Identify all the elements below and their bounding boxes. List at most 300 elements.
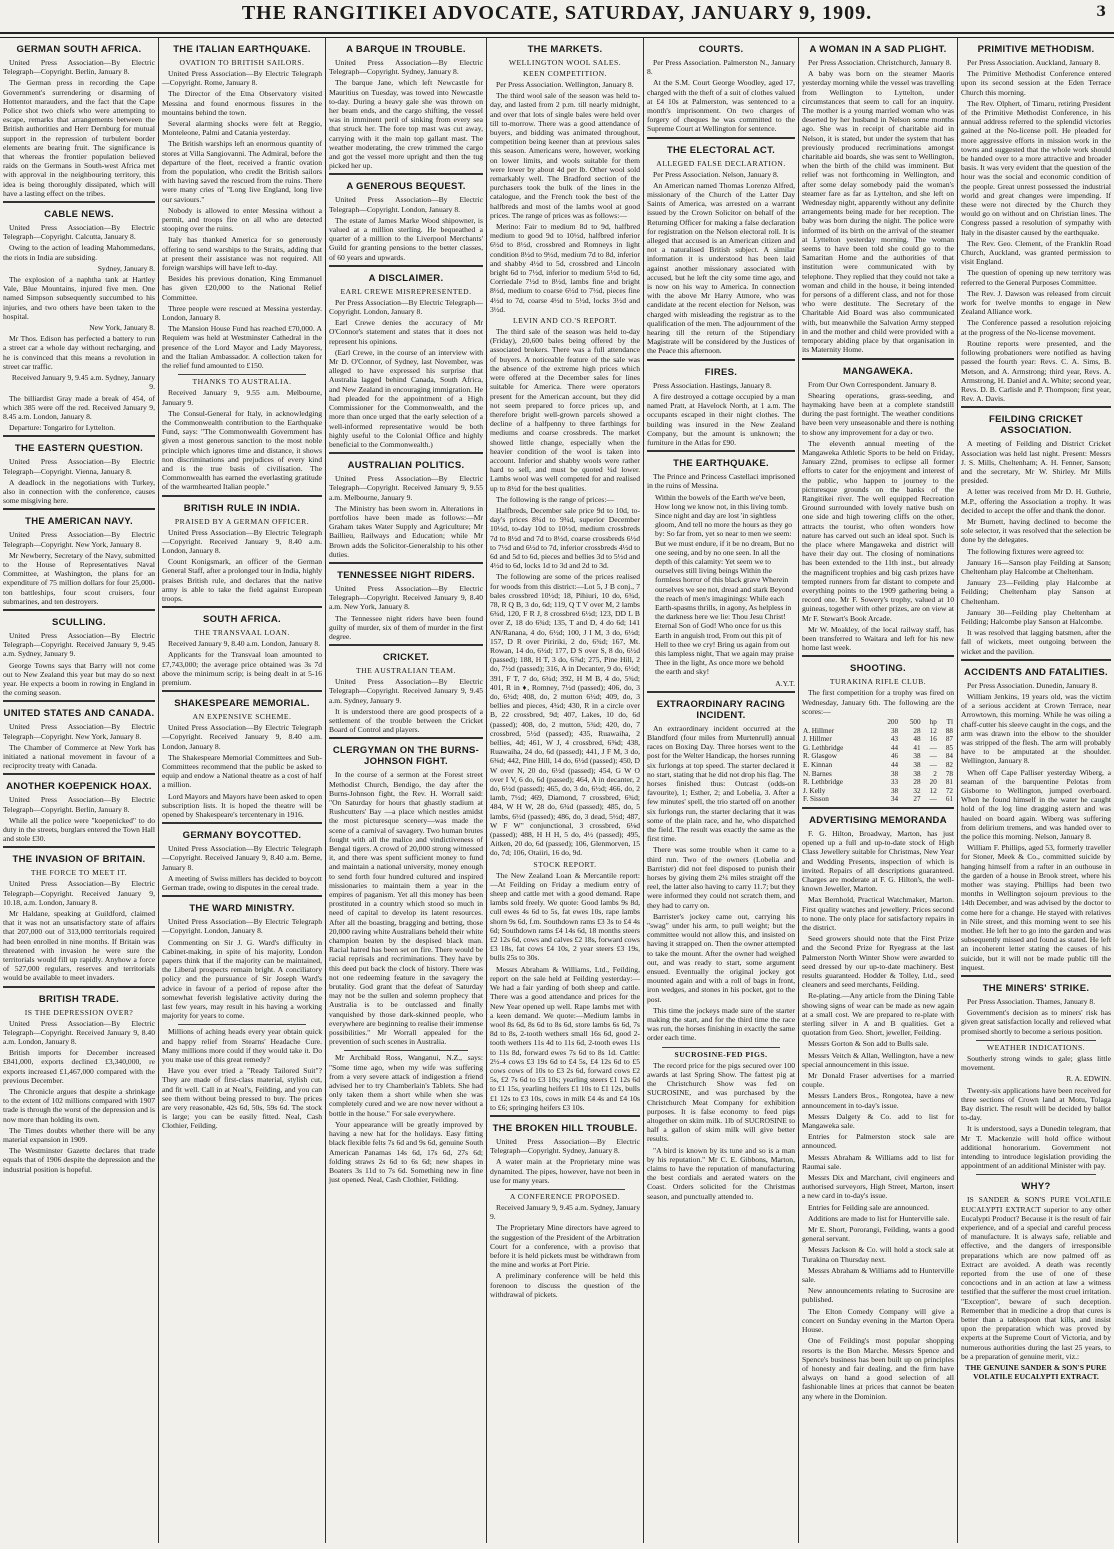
divider [178, 374, 306, 375]
divider [961, 975, 1111, 977]
advertisement: The Elton Comedy Company will give a concert on Sunday evening in the Marton Opera House. [802, 1306, 954, 1335]
dateline: United Press Association—By Electric Telegraph—Copyright. London, January 8. [329, 195, 483, 214]
column-6 [799, 38, 957, 1543]
table-header-cell [802, 718, 877, 727]
dateline: United Press Association—By Electric Telegraph—Copyright. Berlin, January 8. [3, 795, 155, 814]
table-row [802, 744, 954, 753]
dateline: Per Press Association. Dunedin, January 8. [967, 680, 1098, 690]
table-row [802, 778, 954, 787]
article-text: The following are some of the prices realised for woods from this district:—Lot 5, J B conj., 7 bales crossbred 10½d; 18, Pihiuri, 10 do, 6¾d, 78, R Q B, 3 do, 6d; 119, Q T V over M, 2 lambs 6¾d, 120, F R J, 8 crossbred 6½d; 123, DD L B over Z, 18 do 6¾d; 135, T and D, 4 do 6d; 141 AN/Ranana, 4 do, 6½d; 100, J I M, 3 do, 6½d; 157, D R over Piririki, 2 do, 6¾d; 167, Mt. Rowan, 14 do, 6½d; 177, D S over S, 8 do, 6½d (passed); 188, H T, 3 do, 6⅞d; 275, Pine Hill, 2 do, 7½d (passed); 316, A in Decanter, 9 do, 6½d; 391, F T, 7 do, 6¾d; 392, H M B, 4 do, 5¾d; 401, R in ♦, Romney, 7½d (passed); 406, do, 3 do, 6½d; 408, do, 2 mutton 6½d; 409, do, 3 bellies and pieces, 4¾d; 430, R in a circle over B, 22 crossbred, 9d; 407, Lakes, 10 do, 6d (passed); 408, do, 2 mutton, 5¾d; 420, do, 7 crossbred, 5½d (passed); 435, Ruawaiha, 2 bellies, 4d; 461, W J, 4 crossbred, 6⅜d; 438, Ruawaiha, 24 do, 6d (passed); 441, J F M, 3 do, 6⅜d; 442, Pine Hill, 14 do, 6½d (passed); 450, D W over N, 20 do, 6½d (passed); 454, G W O over I V, 6 do, 6d (passed); 464, A in decanter, 2 do, 6½d (passed); 465, do, 3 do, 6½d; 466, do, 2 lamb, 7½d; 469, Diamond, 7 crossbred, 6¾d; 484, W H W, 28 do, 6¾d (passed); 485, do, 5 lambs, 6½d (passed); 486, do, 3 dead, 5½d; 487, W F W" conjunctional, 3 crossbred, 6⅛d (passed); 488, H H H, 5 do, 4½ (passed); 495, Aitken, 20 do, 6d (passed); 106, Glenmorven, 15 do, 7d; 106, Otaiiri, 16 do, 9d. [490, 572, 640, 858]
table-cell: 81 [945, 778, 953, 787]
dateline: From Our Own Correspondent. January 8. [808, 379, 937, 389]
headline: THE EARTHQUAKE. [673, 458, 769, 470]
headline: SOUTH AFRICA. [203, 614, 281, 626]
article-text: Twenty-six applications have been received for three sections of Crown land at Motu, Tolaga Bay district. The result will be decided by ballot to-day. [961, 1085, 1111, 1123]
table-cell: 38 [913, 769, 921, 778]
divider [647, 450, 795, 452]
advertisement: Messrs Jackson & Co. will hold a stock sale at Turakina on Thursday next. [802, 1245, 954, 1264]
table-cell: 28 [913, 726, 921, 735]
headline: EXTRAORDINARY RACING INCIDENT. [656, 698, 786, 721]
advertisement: Entries for Feilding sale are announced. [808, 1202, 930, 1212]
divider [3, 201, 155, 203]
article-text: The Chronicle argues that despite a shrinkage to the extent of 102 millions compared with 1907 trade is through the worst of the depression and is now more than holding its own. [3, 1087, 155, 1124]
advertisement: Additions are made to list for Hunterville sale. [808, 1213, 950, 1223]
article-text: The Primitive Methodist Conference entered upon its second session at the Eden Terrace Church this morning. [961, 69, 1111, 97]
advertisement: F. G. Hilton, Broadway, Marton, has just opened up a full and up-to-date stock of High Class Jewellery suitable for Christmas, New Year and Wedding Presents, inspection of which is invited. Repairs of all descriptions guaranteed. Charges are moderate at F. G. Hilton's, the well-known Jeweller, Marton. [802, 828, 954, 894]
article-text: A deadlock in the negotiations with Turkey, also in connection with the conference, causes some misgiving here. [3, 477, 155, 506]
headline: GERMAN SOUTH AFRICA. [16, 44, 142, 55]
dateline: New York, January 8. [89, 323, 155, 333]
subheadline: TURAKINA RIFLE CLUB. [829, 677, 927, 687]
headline: FEILDING CRICKET ASSOCIATION. [989, 414, 1083, 437]
divider [976, 1040, 1096, 1041]
advertisement: Mr Archibald Ross, Wanganui, N.Z., says: "Some time ago, when my wife was suffering from a very severe attack of indigestion a friend advised her to try Chamberlain's Tablets. She had only taken them a short while when she was completely cured and we are now never without a bottle in the house." For sale everywhere. [329, 1053, 483, 1118]
subheadline: EARL CREWE MISREPRESENTED. [340, 286, 472, 296]
column-2 [159, 38, 325, 1543]
dateline: United Press Association—By Electric Telegraph—Copyright. Rome, January 8. [162, 69, 322, 88]
dateline: United Press Association—By Electric Telegraph—Copyright. Calcutta, January 8. [3, 223, 155, 242]
advertisement: Mr Donald Fraser advertises for a married couple. [802, 1071, 954, 1090]
advertisement: "A bird is known by its tune and so is a man by his reputation." Mr C. E. Gibbons, Marton, claims to have the reputation of manufacturing the best cordials and aerated waters on the Coast. Orders solicited for the Christmas season, and punctually attended to. [647, 1145, 795, 1201]
table-cell: R. Lethbridge [803, 778, 843, 787]
subheadline: STOCK REPORT. [533, 859, 597, 869]
dateline: United Press Association—By Electric Telegraph—Copyright. Received January 9, 10.18, a.m. London, January 8. [3, 879, 155, 907]
divider [162, 495, 322, 497]
masthead-title: THE RANGITIKEI ADVOCATE, SATURDAY, JANUARY 9, 1909. [241, 2, 873, 24]
dateline: United Press Association—By Electric Telegraph—Copyright. Received January 9, 9.55 a.m. Melbourne, January 9. [329, 474, 483, 502]
article-text: British imports for December increased £841,000, exports declined £3,340,000, re exports increased £1,467,000 compared with the previous December. [3, 1048, 155, 1085]
table-cell: — [929, 760, 937, 769]
article-text: The following is the range of prices:— [496, 494, 615, 504]
article-text: The Shakespeare Memorial Committees and Sub-Committees recommend that the public be asked to equip and endow a National theatre as a cost of half a million. [162, 752, 322, 790]
article-text: The billiardist Gray made a break of 454, of which 385 were off the red. Received January 9, 8.45 a.m. London, January 8. [3, 393, 155, 421]
table-header [802, 718, 954, 727]
headline: THE MARKETS. [527, 44, 603, 55]
divider [3, 435, 155, 437]
article-text: It is understood there are good prospects of a settlement of the trouble between the Cricket Board of Control and players. [329, 706, 483, 735]
article-text: When off Cape Palliser yesterday Wiberg, a seaman of the barquentine Pelotas from Gisborne to Wellington, jumped overboard. When he found himself in the water he caught hold of the log line dragging astern and was hauled on board again. Wiberg was suffering from delirium tremens, and was handed over to the police this morning. Nelson, January 8. [961, 767, 1111, 842]
dateline: United Press Association—By Electric Telegraph—Copyright. New York, January 8. [3, 722, 155, 741]
dateline: Received January 9, 9.55 a.m. Melbourne, January 9. [162, 388, 322, 407]
table-cell: 41 [913, 743, 921, 752]
article-text: Mr Haldane, speaking at Guildford, claimed that it was not an unsatisfactory state of affairs that 207,000 out of 313,000 territorials required had been enrolled in nine months. If Britain was threatened with invasion he were sure the territorials would fill up rapidly. Anyhow a force of 527,000 regulars, reserves and territorials would be available to meet invaders. [3, 909, 155, 983]
dateline: United Press Association—By Electric Telegraph—Copyright. Received January 9, 8.40 a.m. Berne, January 8. [162, 844, 322, 872]
article-text: While all the police were "koepenicked" to do duty in the streets, burglars entered the Town Hall and stole £30. [3, 815, 155, 844]
subheadline: SUCROSINE-FED PIGS. [674, 1049, 768, 1059]
headline: A WOMAN IN A SAD PLIGHT. [809, 44, 947, 55]
table-row [802, 727, 954, 736]
headline: AUSTRALIAN POLITICS. [347, 460, 465, 472]
table-cell: G. Lethbridge [803, 743, 844, 752]
article-text: Merino: Fair to medium 8d to 9d, halfbred medium to good 9d to 10½d, halfbred inferior 6½d to 8½d, crossbred and Romneys in light condition 8½d to 9½d, medium 7d to 8d, inferior and shabby 4½d to 5d, crossbred and Lincoln bright 6d to 7½d, inferior to medium 5½d to 6d, Corriedale 7½d to 8½d, lambs fine and bright 8½d, medium to coarse 6½d to 7½d, pieces fine 4½d to 7d, coarse 4½d to 5½d, locks 3½d and 3½d. [490, 222, 640, 314]
table-cell: 20 [929, 778, 937, 787]
headline: CABLE NEWS. [44, 209, 114, 221]
article-text: In the course of a sermon at the Forest street Methodist Church, Bendigo, the day after the Burns-Johnson fight, the Rev. H. Worrall said: "On Saturday for hours that ghastly stadium at Rushcutters' Bay —a place which nestles amidst the most picturesque scenery—was made the scene of a carnival of savagery. Two human brutes fought with all the malice and vindictiveness of Bengal tigers. A crowd of 20,000 strong witnessed it, and there was spent sufficient money to fund and maintain a national university, money enough to send forth four hundred cultured and inspired missionaries to maintain them a year in the empires of paganism. Yet all this money has been prostituted in a country which stood so much in need of capital to develop its latent resources. After all the boasting, bragging and betting, those 20,000 raving white Australians beheld their white champion beaten by the despised black man. Racial hatred has been set on fire. There would be racial reprisals and recriminations. They have by this deed put back the clock of history. There was not one redeeming feature in the savagery the brutality. God grant that the defeat of Saturday may not be the sullen and solemn prophecy that Australia is to be outclassed and finally vanquished by those dark-skinned people, who everywhere are beginning to realise their immense possibilities." Mr Worrall appealed for the prevention of such scenes in Australia. [329, 770, 483, 1047]
article-text: The Consul-General for Italy, in acknowledging the Commonwealth contribution to the Earthquake Fund, says: "The Commonwealth Government has given a most generous sanction to the most noble principle which ignores time and distance, it shows non discriminations and prejudices of every kind and is the true basis of civilisation. The Commonwealth has earned the everlasting gratitude of the warmhearted Italian people." [162, 408, 322, 492]
dateline: United Press Association—By Electric Telegraph—Copyright. Berlin, January 8. [3, 58, 155, 77]
advertisement: Re-plating.—Any article from the Dining Table showing signs of wear can be made as new again at a small cost. We are prepared to re-plate with sterling silver in A and B qualities. Get a quotation from Geo. Short, jeweller, Feilding. [802, 991, 954, 1038]
headline: THE ELECTORAL ACT. [666, 144, 776, 156]
article-text: George Towns says that Barry will not come out to New Zealand this year but may do so next year. He expects a boom in rowing in England in the coming season. [3, 660, 155, 698]
article-text: The question of opening up new territory was referred to the General Purposes Committee. [961, 268, 1111, 287]
column-5 [644, 38, 798, 1543]
table-cell: 32 [913, 786, 921, 795]
scores-table [802, 718, 954, 804]
article-text: The Proprietary Mine directors have agreed to the suggestion of the President of the Arbitration Court for a conference, with a proviso that before it is held pickets must be withdrawn from the mine and works at Port Pirie. [490, 1223, 640, 1270]
article-text: Commenting on Sir J. G. Ward's difficulty in Cabinet-making, in spite of his majority, London papers think that if the majority can be maintained, the Liberal prospects remain bright. A conciliatory policy and the pursuance of Sir Joseph Ward's advice in favour of a period of repose after the somewhat feverish legislative activity during the last few years, may result in his having a working majority for years to come. [162, 937, 322, 1021]
dateline: Sydney, January 8. [97, 263, 155, 273]
article-text: A meeting of Feilding and District Cricket Association was held last night. Present: Messrs J. S. Mills, Cheltenham; A. H. Fenner, Sanson; and the secretary, Mr W. Shirley. Mr Mills presided. [961, 439, 1111, 486]
table-cell: 72 [945, 786, 953, 795]
table-cell: 28 [913, 778, 921, 787]
table-row [802, 795, 954, 804]
headline: WHY? [1021, 1181, 1051, 1193]
divider [961, 406, 1111, 408]
dateline: Received January 9, 9.45 a.m. Sydney, January 9. [490, 1202, 640, 1222]
divider [662, 1047, 780, 1048]
subheadline: AN EXPENSIVE SCHEME. [192, 712, 292, 722]
dateline: Per Press Association. Auckland, January 8. [967, 58, 1101, 67]
article-text: Southerly strong winds to gale; glass little movement. [961, 1053, 1111, 1073]
table-row [802, 735, 954, 744]
dateline: United Press Association—By Electric Telegraph—Copyright. Received January 9, 8.40 a.m. New York, January 8. [329, 583, 483, 612]
dateline: United Press Association—By Electric Telegraph—Copyright. Received January 9, 9.45 a.m. Sydney, January 9. [3, 630, 155, 659]
divider [329, 265, 483, 267]
advertisement: Millions of aching heads every year obtain quick and happy relief from Stearns' Headache Cure. Many millions more could if they would take it. Do you make use of this great remedy? [162, 1027, 322, 1065]
subheadline: KEEN COMPETITION. [522, 69, 607, 78]
advertisement: IS SANDER & SON'S PURE VOLATILE EUCALYPTI EXTRACT superior to any other Eucalypti Product? Because it is the result of fair experience, and of a special and careful process of manufacture. It is always safe, reliable and effective, and the dangers of irresponsible preparations which are now palmed off as Extract are avoided. A death was recently reported from the use of one of these concoctions and in an action at law a witness testified that the sufferer the most cruel irritation. "Exception", beware of such deception. Remember that in medicine a drop that cures is better than a tablespoon that kills, and insist upon the preparation which was proved by experts at the Supreme Court of Victoria, and by numerous authorities during the last 25 years, to be a preparation of genuine merit, viz.: [961, 1195, 1111, 1361]
subheadline: THE FORCE TO MEET IT. [30, 868, 128, 878]
divider [178, 1024, 306, 1025]
dateline: Per Press Association. Nelson, January 8. [653, 169, 779, 179]
divider [647, 137, 795, 139]
headline: THE BROKEN HILL TROUBLE. [492, 1122, 638, 1134]
article-text: The Rev. J. Dawson was released from circuit work for twelve months to engage in New Zealand Alliance work. [961, 288, 1111, 317]
divider [162, 690, 322, 692]
headline: CRICKET. [382, 652, 430, 664]
advertisement: One of Feilding's most popular shopping resorts is the Bon Marche. Messrs Spence and Spence's business has been built up on principles of honesty and fair dealing, and the firm have always on hand a good selection of all fashionable lines at prices that cannot be beaten any where in the Dominion. [802, 1336, 954, 1401]
divider [647, 691, 795, 693]
table-cell: 82 [945, 760, 953, 769]
dateline: United Press Association—By Electric Telegraph—Copyright. London, January 8. [162, 917, 322, 936]
table-cell: 43 [890, 735, 899, 744]
advertisement: Entries for Palmerston stock sale are announced. [802, 1132, 954, 1151]
dateline: United Press Association—By Electric Telegraph—Copyright. Received January 9, 8.40 a.m. London, January 8. [3, 1018, 155, 1047]
article-text: The Rev. Geo. Clement, of the Franklin Road Church, Auckland, was granted permission to visit England. [961, 238, 1111, 267]
headline: A BARQUE IN TROUBLE. [346, 44, 466, 55]
headline: ACCIDENTS AND FATALITIES. [963, 666, 1109, 678]
table-cell: 16 [929, 735, 937, 744]
dateline: Per Press Association. Palmerston N., January 8. [647, 58, 795, 77]
advertisement: Max Bernhold, Practical Watchmaker, Marton. First quality watches and jewellery. Prices second to none. The only place for satisfactory repairs in the district. [802, 895, 954, 932]
dateline: United Press Association—By Electric Telegraph—Copyright. Received January 9, 8.40 a.m. London, January 8. [162, 723, 322, 751]
headline: ADVERTISING MEMORANDA [809, 814, 947, 826]
divider [3, 700, 155, 702]
table-cell: 48 [913, 735, 921, 744]
article-text: An extraordinary incident occurred at the Blandford (four miles from Murtenrull) annual races on Boxing Day. Three horses went to the post for the Welter Handicap, the horses running six furlongs at top speed. The starter declared it no start, stating that he did not drop his flag. The horses finished thus: Outcast (odds-on favourite), 1; Esther, 2; and Lobelia, 3. After a few minutes' spell, the trio started off on another six furlongs run, the starter declaring that it was some of the plain race, and he, who dispatched the field. The result was exactly the same as the first time. [647, 723, 795, 844]
headline: SCULLING. [52, 616, 106, 628]
article-text: The first competition for a trophy was fired on Wednesday, January 6th. The following are the scores:— [802, 688, 954, 716]
advertisement: Have you ever tried a "Ready Tailored Suit"? They are made of first-class material, stylish cut, and fit well. Call in at Neal's, Feilding, and you can see them without being pressed to buy. The prices are very reasonable, 42s 6d, 50s, 59s 6d. The stock is large; you can be easily fitted. Neal, Cash Clothier, Feilding. [162, 1066, 322, 1131]
table-cell: 61 [945, 795, 953, 804]
article-text: The explosion of a naphtha tank at Hartley Vale, Blue Mountains, injured five men. One named Simpson subsequently succumbed to his injuries, and two others have been taken to the hospital. [3, 275, 155, 321]
article-text: Government's decision as to miners' risk has given great satisfaction locally and relieved what promised shortly to become a serious position. [961, 1008, 1111, 1036]
dateline: Received January 9, 9.45 a.m. Sydney, January 9. [11, 373, 155, 392]
divider [802, 358, 954, 360]
table-cell: — [929, 795, 937, 804]
table-row [802, 752, 954, 761]
table-cell: 46 [890, 752, 899, 761]
divider [329, 644, 483, 646]
headline: SHAKESPEARE MEMORIAL. [174, 698, 310, 710]
article-text: Barrister's jockey came out, carrying his "swag" under his arm, to pull weight; but the committee would not allow this, and insisted on having it strapped on. Then the owner attempted to take the mount. After the owner had weighed out, and was ready to start, some argument ensued. Eventually the original jockey got mounted again and with a roll of bags in front, iron wedges, and stones in his pocket, got to the post. [647, 911, 795, 1004]
article-text: The Director of the Etna Observatory visited Messina and found enormous fissures in the mountains behind the town. [162, 89, 322, 117]
headline: TENNESSEE NIGHT RIDERS. [337, 569, 475, 581]
article-text: The Conference passed a resolution rejoicing at the progress of the No-license movement. [961, 318, 1111, 337]
article-text: Mr Thos. Edison has perfected a battery to run a street car a whole day without recharging, and he is convinced that this means a revolution in street car traffic. [3, 334, 155, 371]
headline: A DISCLAIMER. [368, 272, 444, 284]
column-4 [487, 38, 643, 1543]
advertisement: Messrs Dix and Marchant, civil engineers and authorised surveyors, High Street, Marton, insert a new card in to-day's issue. [802, 1173, 954, 1201]
poem-signature: A.Y.T. [775, 678, 795, 688]
article-text: A preliminary conference will be held this forenoon to discuss the question of the withdrawal of pickets. [490, 1271, 640, 1299]
dateline: United Press Association—By Electric Telegraph—Copyright. Received January 9, 8.40 a.m. London, January 8. [162, 527, 322, 555]
subheadline: PRAISED BY A GERMAN OFFICER. [174, 516, 310, 526]
table-cell: 88 [945, 726, 953, 735]
advertisement: Messrs Veitch & Allan, Wellington, have a new special announcement in this issue. [802, 1050, 954, 1069]
article-text: January 23—Feilding play Halcombe at Feilding; Cheltenham play Sanson at Cheltenham. [961, 578, 1111, 606]
dateline: Per Press Association—By Electric Telegraph—Copyright. London, January 8. [329, 297, 483, 317]
article-text: The Times doubts whether there will be any material expansion in 1909. [3, 1125, 155, 1145]
advertisement: New announcements relating to Sucrosine are published. [802, 1286, 954, 1305]
column-1 [0, 38, 158, 1543]
subheadline: ALLEGED FALSE DECLARATION. [656, 158, 786, 168]
article-text: William Jenkins, 19 years old, was the victim of a serious accident at Crown Terrace, near Arrowtown, this morning. While he was oiling a chaff-cutter his sleeve caught in the cogs, and the arm was drawn into the elbow to the shoulder was stripped of the flesh. The arm will probably have to be amputated at the shoulder. Wellington, January 8. [961, 691, 1111, 766]
article-text: January 30—Feilding play Cheltenham at Feilding; Halcombe play Sanson at Halcombe. [961, 607, 1111, 626]
headline: THE WARD MINISTRY. [189, 903, 295, 915]
table-row [802, 787, 954, 796]
table-cell: R. Glasgow [803, 752, 837, 761]
advertisement: Mr E. Short, Pororangi, Feilding, wants a good general servant. [802, 1225, 954, 1244]
headline: CLERGYMAN ON THE BURNS-JOHNSON FIGHT. [332, 745, 480, 768]
dateline: Press Association. Hastings, January 8. [653, 380, 772, 390]
article-text: The barque Jane, which left Newcastle for Mauritius on Tuesday, was towed into Newcastle to-day. During a heavy gale she was thrown on her beam ends, and the cargo shifting, the vessel was in imminent peril of sinking from every sea that struck her. The fore top mast was cut away, carrying with it the main top gallant mast. The weather moderating, the crew trimmed the cargo and got the vessel more upright and then the tug picked her up. [329, 78, 483, 171]
signature: R. A. EDWIN. [1066, 1074, 1111, 1084]
table-cell: J. Kelly [803, 786, 826, 795]
divider [3, 846, 155, 848]
table-header-cell: Tl [946, 718, 953, 726]
table-cell: F. Sisson [803, 795, 829, 804]
advertisement: Seed growers should note that the First Prize and the Second Prize for Ryegrass at the last Palmerston North Winter Show were awarded to seed dressed by our up-to-date machinery. Best results guaranteed. Hodder & Tolley, Ltd., seed cleaners and seed merchants, Feilding. [802, 934, 954, 990]
article-text: It is understood, says a Dunedin telegram, that Mr T. Mackenzie will hold office without additional honorarium. Government not intending to introduce legislation providing the appointment of an additional Minister with pay. [961, 1124, 1111, 1171]
dateline: United Press Association—By Electric Telegraph—Copyright. New York, January 8. [3, 530, 155, 549]
headline: ANOTHER KOEPENICK HOAX. [6, 781, 152, 793]
article-text: (Earl Crewe, in the course of an interview with Mr D. O'Connor, of Sydney, last November, was alleged to have expressed his surprise that Australia lagged behind Canada, South Africa, and New Zealand in encouraging immigration. He had pleaded for the appointment of a High Commissioner for the Commonwealth, and the more than once urged that the early selection of a well-informed representative would be both highly useful to the Colonial Office and highly beneficial to the Commonwealth.) [329, 347, 483, 449]
divider [3, 609, 155, 611]
headline: BRITISH TRADE. [38, 993, 120, 1005]
divider [802, 655, 954, 657]
advertisement: Messrs Abraham & Williams add to list for Raumai sale. [802, 1152, 954, 1171]
article-text: A meeting of Swiss millers has decided to boycott German trade, owing to disputes in the cereal trade. [162, 873, 322, 893]
table-cell: — [929, 752, 937, 761]
article-text: The Mansion House Fund has reached £70,000. A Requiem was held at Westminster Cathedral in the presence of the Lord Mayor and Lady Mayoress, and the Italian Ambassador. A collection taken for the relief fund amounted to £150. [162, 324, 322, 371]
table-cell: 12 [929, 726, 937, 735]
article-text: Messrs Abraham & Williams, Ltd., Feilding, report on the sale held at Feilding yesterday:—We had a fair yarding of both sheep and cattle. There was a good attendance and prices for the New Year opened up well. Rape lambs met with a keen demand. We quote:—Medium lambs in wool 8s 6d, 8s 6d to 8s 6d, store lambs 6s 6d, 7s 8d to 8s, 2-tooth wethers small 16s 6d, good 2-tooth wethers 11s 4d to 11s 6d, 2-tooth ewes 11s to 11s 8d, forward ewes 7s 6d to 8s 1d. Cattle: 2½-4 cows £3 19s 6d to £4 5s, £4 12s 6d to £5 cows cows of 10s to £3 2s 6d, forward cows £2 5s, £2 7s 6d to £3 10s; yearling steers £1 12s 6d to £1 15s, yearling heifers £1 10s to £1 12s, bulls £1 12s to £3 10s, cows in milk £4 4s and £4 10s to £6; springing heifers £3 10s. [490, 964, 640, 1112]
headline: THE EASTERN QUESTION. [14, 443, 144, 455]
column-3 [326, 38, 486, 1543]
table-cell: 78 [945, 769, 953, 778]
advertisement: Messrs Landers Bros., Rongotea, have a new announcement in to-day's issue. [802, 1091, 954, 1110]
divider [329, 737, 483, 739]
table-header-cell: hp [929, 718, 937, 726]
article-text: The third wool sale of the season was held to-day, and lasted from 2 p.m. till nearly midnight, and over that lots of single bales were held over till to-morrow. There was a good attendance of buyers, and bidding was animated throughout, competition being keener than at previous sales this season. Americans were, however, working on lower limits, and wools suitable for them were lower by about 4d per lb. Other wool sold remarkably well. The Bradford section of the purchasers took the bulk of the lines in the catalogue, and the French took the best of the halfbreds and most of the lambs wool at good prices. The range of prices was as follows:— [490, 91, 640, 220]
article-text: The Prince and Princess Castellaci imprisoned in the ruins of Messina. [647, 472, 795, 491]
divider [505, 1189, 625, 1190]
table-cell: E. Kinnan [803, 760, 833, 769]
subheadline: THANKS TO AUSTRALIA. [192, 377, 292, 387]
headline: THE MINERS' STRIKE. [982, 983, 1090, 995]
table-cell: 12 [929, 786, 937, 795]
headline: SHOOTING. [849, 663, 906, 675]
table-cell: 84 [945, 752, 953, 761]
page-number: 3 [1096, 4, 1106, 20]
article-text: A baby was born on the steamer Maoris yesterday morning while the vessel was travelling from Wellington to Lyttelton, under circumstances that seem to call for an inquiry. The mother is a young married woman who was deserted by her husband in Nelson some months ago. She was in receipt of charitable aid in Nelson, it is stated, but under the system that has previously produced recriminations amongst charitable aid boards, she was sent to Wellington, when the birth of the child was imminent. But relief was not forthcoming in Wellington, and after some delay somebody paid the woman's steamer fare as far as Lyttelton, and she left on Wednesday night, apparently without any definite arrangements being made for her reception. The baby was born during the night. The police were informed of its birth on the arrival of the steamer at Lyttelton yesterday morning. The woman seems to have been told she could go to the Samaritan Home and the authorities of that institution were communicated with by telephone. They replied that they could not take a woman and child in the house, it being intended for persons of a different class, and not for those who were destitute. The Secretary of the Charitable Aid Board was also communicated with, but meanwhile the Salvation Army stepped in and the mother and child were provided with a temporary abiding place by that organisation in its Maternity Home. [802, 69, 954, 355]
article-text: Applicants for the Transvaal loan amounted to £7,743,000; the average price obtained was 3s 7d above the minimum scrip; is being dealt in at 5-16 premium. [162, 650, 322, 687]
subheadline: OVATION TO BRITISH SAILORS. [179, 58, 305, 67]
table-header-cell: 200 [887, 718, 899, 726]
table-cell: A. Hillmer [803, 726, 835, 735]
article-text: The New Zealand Loan & Mercantile report:—At Feilding on Friday a medium entry of sheep and cattle met with a good demand. Rape lambs sold freely. We quote: Good lambs 9s 8d, cull ewes 4s 6d to 5s, fat ewes 10s, rape lambs shorn 9s 6d, f.m. Southdown rams £3 3s to £4 4s 6d; Southdown rams £4 14s 6d, 18 months steers £2 12s 6d, cows and calves £2 18s, forward cows £3 18s, fat cows £4 10s, 2 year steers £3 19s, bulls 25s to 30s. [490, 870, 640, 963]
divider [802, 807, 954, 809]
dateline: Per Press Association. Wellington, January 8. [496, 80, 634, 89]
table-cell: 38 [913, 752, 921, 761]
headline: THE ITALIAN EARTHQUAKE. [173, 44, 311, 55]
table-cell: 38 [890, 726, 899, 735]
subheadline: LEVIN AND CO.'S REPORT. [512, 316, 618, 326]
table-cell: 85 [945, 743, 953, 752]
table-cell: 34 [890, 795, 899, 804]
headline: A GENEROUS BEQUEST. [346, 181, 466, 193]
headline: MANGAWEKA. [842, 365, 914, 377]
advertisement: Messrs Abraham & Williams add to Hunterville sale. [802, 1265, 954, 1285]
headline: COURTS. [698, 44, 744, 55]
article-text: The third sale of the season was held to-day (Friday), 20,600 bales being offered by the associated brokers. There was a full attendance of buyers. A noticeable feature of the sale was the absence of the extreme high prices which were offered at the December sales for lines suitable for America. There were operators present for the American account, but they did not seem prepared to force prices up, and therefore bright well-grown parcels showed a decline of a halfpenny to three farthings for mediums and coarse crossbreds. The market showed little change, especially when the heavier condition of the wool is taken into account. Inferior and shabby wools were rather hard to sell, and must be quoted ¼d lower. Lambs wool was well competed for and realised up to 8½d for the best qualities. [490, 327, 640, 493]
dateline: Per Press Association. Thames, January 8. [967, 997, 1096, 1007]
dateline: United Press Association—By Electric Telegraph—Copyright. Vienna, January 8. [3, 457, 155, 476]
article-text: A fire destroyed a cottage occupied by a man named Pratt, at Havelock North, at 1 a.m. The occupants escaped in their night clothes. The building was insured in the New Zealand Company, but the amount is unknown; the furniture in the Atlas for £90. [647, 391, 795, 447]
divider [647, 359, 795, 361]
dateline: United Press Association—By Electric Telegraph—Copyright. Sydney, January 8. [329, 58, 483, 77]
divider [3, 986, 155, 988]
table-cell: 38 [890, 786, 899, 795]
dateline: Received January 9, 8.40 a.m. London, January 8. [168, 639, 321, 649]
divider [329, 452, 483, 454]
article-text: Several alarming shocks were felt at Reggio, Monteleone, Palmi and Catania yesterday. [162, 119, 322, 138]
dateline: United Press Association—By Electric Telegraph—Copyright. Received January 9, 9.45 a.m. Sydney, January 9. [329, 677, 483, 705]
article-text: January 16—Sanson play Feilding at Sanson; Cheltenham play Halcombe at Cheltenham. [961, 557, 1111, 576]
table-row [802, 770, 954, 779]
table-cell: 38 [890, 769, 899, 778]
divider [3, 508, 155, 510]
table-cell: 87 [945, 735, 953, 744]
divider [329, 173, 483, 175]
subheadline: A CONFERENCE PROPOSED. [509, 1191, 621, 1201]
subheadline: IS THE DEPRESSION OVER? [24, 1007, 134, 1017]
article-text: Owing to the action of leading Mahommedans, the riots in India are subsiding. [3, 243, 155, 262]
advertisement-tagline: THE GENUINE SANDER & SON'S PURE VOLATILE EUCALYPTI EXTRACT. [965, 1362, 1107, 1382]
divider [329, 562, 483, 564]
column-7 [958, 38, 1114, 1543]
subheadline: THE AUSTRALIAN TEAM. [356, 666, 456, 676]
table-cell: 44 [890, 760, 899, 769]
masthead [0, 2, 1114, 30]
article-text: This time the jockeys made sure of the starter making the start, and for the third time the race was run, the horses finishing in exactly the same order each time. [647, 1005, 795, 1043]
table-header-cell: 500 [909, 718, 921, 726]
article-text: Mr Burnett, having declined to become the sole selector, it was resolved that the selection be done by the delegates. [961, 516, 1111, 545]
poem: Within the bowels of the Earth we've been, How long we know not, in this living tomb. Since night and day are lost 'in sightless gloom, And tell no more the hours as they go by: So far from, yet so near to men we seem: But we must endure, if it be no dream, But no one seeing, and by no one seen. In all the depth of this calamity: Yet seem we to ourselves still living beings Within the formless horror of this black grave Wherein ourselves we see not, dread and stark Beyond the reach of men's imaginings: While each Earth-spasms thrills, in agony, As helpless in the darkness here we lie: Thou Jesu Christ! Eternal Son of God! Who once for us this Earth in anguish trod, From out this pit of Hell to thee we cry! Bring us again from out this lampless night, That we again may praise Thee in the light, As once more we behold the earth and sky! [655, 492, 795, 677]
article-text: Departure: Tongariro for Lyttelton. [9, 423, 116, 433]
article-text: Besides his previous donation, King Emmanuel has given £20,000 to the National Relief Committee. [162, 274, 322, 302]
headline: GERMANY BOYCOTTED. [182, 830, 302, 842]
article-text: Nobody is allowed to enter Messina without a permit, and troops fire on all who are detected stooping over the ruins. [162, 205, 322, 234]
divider [162, 822, 322, 824]
headline: THE INVASION OF BRITAIN. [12, 854, 146, 866]
advertisement: Your appearance will be greatly improved by having a new hat for the holidays. Easy fitting black flexible felts 7s 6d and 9s 6d, genuine South American Panamas 14s 6d, 17s 6d, 27s 6d; folding straws 2s 6d to 6s 6d; new shapes in Boaters 3s 11d to 7s 6d. Something new in fine just opened. Neal, Cash Clothier, Feilding. [329, 1119, 483, 1185]
headline: BRITISH RULE IN INDIA. [183, 502, 301, 514]
article-text: Mr W. Moakley, of the local railway staff, has been transferred to Waitara and left for his new home last week. [802, 624, 954, 653]
article-text: Routine reports were presented, and the following probationers were notified as having passed the fourth year: Revs. C. A. Sims, B. Metson, and A. Armstrong; third year, Revs. A. Armstrong, H. Daniel and A. White; second year, Revs. D. B. Carlisle and P. Thompson; first year, Rev. A. Davis. [961, 338, 1111, 404]
article-text: The Chamber of Commerce at New York has initiated a national movement in favour of a reciprocity treaty with Canada. [3, 742, 155, 771]
table-cell: J. Hillmer [803, 735, 832, 744]
article-text: A water main at the Proprietary mine was dynamited. The pipes, however, have not been in use for many years. [490, 1157, 640, 1185]
divider [490, 1115, 640, 1117]
dateline: United Press Association—By Electric Telegraph—Copyright. Sydney, January 8. [490, 1136, 640, 1156]
divider [976, 1174, 1096, 1175]
table-cell: 33 [890, 778, 899, 787]
article-text: The German press in recording the Cape Government's surrendering or disarming of Hottentot marauders, and the fact that the Cape Police shot two chiefs who were attempting to escape, remarks that arrangements between the British authorities and Herr Dernburg for mutual support in the repression of turbulent border elements are bearing fruit. The significance is that whereas the frontier population believed raids on the Germans in South-west Africa met with approval in the neighbouring territory, this idea is being thoroughly dissipated, which will have a lasting effect on the tribes. [3, 78, 155, 198]
table-cell: 27 [913, 795, 921, 804]
article-text: The Westminster Gazette declares that trade equals that of 1906 despite the depression and the industrial position is hopeful. [3, 1146, 155, 1174]
article-text: A letter was received from Mr D. H. Guthrie, M.P., offering the Association a trophy. It was decided to accept the offer and thank the donor. [961, 487, 1111, 515]
article-text: The following fixtures were agreed to: [967, 546, 1085, 556]
headline: THE AMERICAN NAVY. [25, 516, 133, 528]
article-text: Three people were rescued at Messina yesterday. London, January 8. [162, 303, 322, 323]
article-text: It was resolved that lagging batsmen, after the fall of wickets, meet outgoing between the wicket and the pavilion. [961, 628, 1111, 656]
divider [162, 895, 322, 897]
table-row [802, 761, 954, 770]
article-text: An American named Thomas Lorenzo Alfred, missionary of the Church of the Latter Day Saints of America, was arrested on a warrant issued by the Crown Solicitor on behalf of the Returning Officer for making a false declaration for registration on the Nelson electoral roll. It is alleged that accused is an American citizen and not a naturalised British subject. A similar information it is understood has been laid against another missionary associated with accused, but he left the city some time ago, and is now on his way to America. In connection with the above Mr Harry Atmore, who was candidate at the recent election for Nelson, was charged with misleading the registrar as to the qualification of the men. The adjournment of the hearing till the return of the Stipendiary Magistrate will be considered by the Justices of the Peace this afternoon. [647, 180, 795, 356]
article-text: Italy has thanked America for so generously offering to send warships to the Straits, adding that at present their assistance was not required. All foreign warships will have left to-day. [162, 235, 322, 273]
article-text: The Rev. Olphert, of Timaru, retiring President of the Primitive Methodist Conference, in his annual address referred to the splendid victories gained at the No-license poll. He pleaded for more aggressive efforts in mission work in the towns and suggested that the whole work should be handed over to a more attractive and broader basis. It was very evident that the question of the hour was the social and economic condition of the people. Great unrest possessed the industrial world and great changes were impending. If these were not directed by the Church they would go on without and on Christian lines. The Congress passed a resolution of sympathy with Italy in the disaster caused by the earthquake. [961, 98, 1111, 237]
article-text: Earl Crewe denies the accuracy of Mr O'Connor's statement and states that it does not represent his opinions. [329, 318, 483, 346]
article-text: At the S.M. Court George Woodley, aged 17, charged with the theft of a suit of clothes valued at £4 10s at Palmerston, was sentenced to a month's imprisonment. On two charges of forgery of cheques he was committed to the Supreme Court at Wellington for sentence. [647, 78, 795, 134]
advertisement: Messrs Dalgety & Co. add to list for Mangaweka sale. [802, 1111, 954, 1131]
article-text: The British warships left an enormous quantity of stores at Villa Sangiovanni. The Admiral, before the departure of the fleet, received a frantic ovation from the population, who credit the British sailors with having saved the rescued from the ruins. There were many cries of "Long live England, long live our saviours." [162, 139, 322, 204]
advertisement: The record price for the pigs secured over 100 awards at last Spring Show. The fattest pig at the Christchurch Show was fed on SUCROSINE, and was purchased by the Christchurch Meat Company for exhibition purposes. It is false economy to feed pigs altogether on skim milk. 1lb of SUCROSINE to half a gallon of skim milk will give better results. [647, 1060, 795, 1144]
table-cell: N. Barnes [803, 769, 832, 778]
divider [344, 1050, 467, 1051]
table-cell: 38 [913, 760, 921, 769]
dateline: Per Press Association. Christchurch, January 8. [808, 58, 952, 67]
article-text: The Tennessee night riders have been found guilty of murder, six of them of murder in the first degree. [329, 613, 483, 641]
article-text: William F. Phillips, aged 53, formerly traveller for Stoner, Meek & Co., committed suicide by hanging himself from a rafter in an outhouse in the garden of a house in Brook street, where his mother was staying. Phillips had been two months in Wellington sojourn previous to the 14th December, and was advised by the doctor to come here for a change. He stayed with relatives in Nile street, and this morning went to see his mother. He left her to go into the garden and was subsequently missed and found as stated. He left an incoherent letter stating the causes of his suicide, but it will not be made public till the inquest. [961, 843, 1111, 972]
advertisement: Messrs Gorton & Son add to Bulls sale. [808, 1039, 929, 1049]
headline: PRIMITIVE METHODISM. [977, 44, 1095, 55]
article-text: Mr Newberry, Secretary of the Navy, submitted to the House of Representatives Naval Committee, at Washington, the plans for an expenditure of 75 million dollars for four 25,000-ton battleships, four scout cruisers, four submarines, and ten destroyers. [3, 550, 155, 606]
subheadline: WELLINGTON WOOL SALES. [508, 58, 622, 67]
divider [3, 773, 155, 775]
divider [961, 659, 1111, 661]
